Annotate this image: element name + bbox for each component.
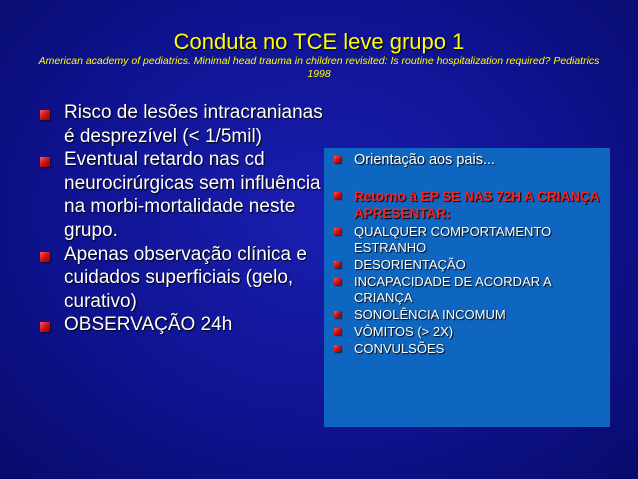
right-bullet <box>324 257 610 273</box>
slide-title: Conduta no TCE leve grupo 1 <box>173 29 465 54</box>
right-bullet-text: SONOLÊNCIA INCOMUM <box>354 307 506 322</box>
right-bullet-text: DESORIENTAÇÃO <box>354 257 466 272</box>
square-bullet-icon <box>334 192 341 199</box>
right-bullet <box>324 341 610 357</box>
left-bullet <box>32 243 332 314</box>
right-bullet-text: INCAPACIDADE DE ACORDAR A CRIANÇA <box>354 274 551 305</box>
left-bullet <box>32 101 332 148</box>
square-bullet-icon <box>334 228 341 235</box>
right-bullet-text: CONVULSÕES <box>354 341 445 356</box>
square-bullet-icon <box>334 156 341 163</box>
left-bullet <box>32 313 332 337</box>
right-bullet-text: Retorno à EP SE NAS 72H A CRIANÇA APRESENTAR: <box>354 189 600 221</box>
right-bullet-text: VÔMITOS (> 2X) <box>354 324 454 339</box>
right-bullet-text: QUALQUER COMPORTAMENTO ESTRANHO <box>354 224 552 255</box>
right-bullet <box>324 274 610 306</box>
square-bullet-icon <box>40 110 50 120</box>
square-bullet-icon <box>334 261 341 268</box>
left-bullet-text: OBSERVAÇÃO 24h <box>64 314 233 336</box>
right-bullet-list <box>324 152 610 358</box>
square-bullet-icon <box>334 311 341 318</box>
slide-subtitle: American academy of pediatrics. Minimal head trauma in children revisited: Is routine hospitalization required? Pediatrics 1998 <box>38 55 600 80</box>
square-bullet-icon <box>40 322 50 332</box>
right-bullet <box>324 324 610 340</box>
left-bullet-list <box>32 101 332 337</box>
right-bullet-highlight <box>324 188 610 222</box>
right-bullet <box>324 307 610 323</box>
left-bullet-text: Apenas observação clínica e cuidados superficiais (gelo, curativo) <box>64 243 307 312</box>
left-bullet-text: Eventual retardo nas cd neurocirúrgicas sem influência na morbi-mortalidade neste grupo. <box>64 149 321 241</box>
square-bullet-icon <box>334 278 341 285</box>
right-bullet-text: Orientação aos pais... <box>354 152 496 168</box>
square-bullet-icon <box>334 345 341 352</box>
square-bullet-icon <box>334 328 341 335</box>
left-bullet <box>32 148 332 242</box>
right-bullet <box>324 224 610 256</box>
square-bullet-icon <box>40 252 50 262</box>
right-bullet <box>324 152 610 169</box>
square-bullet-icon <box>40 157 50 167</box>
instructions-box <box>324 148 610 427</box>
left-bullet-text: Risco de lesões intracranianas é desprezível (< 1/5mil) <box>64 102 323 147</box>
